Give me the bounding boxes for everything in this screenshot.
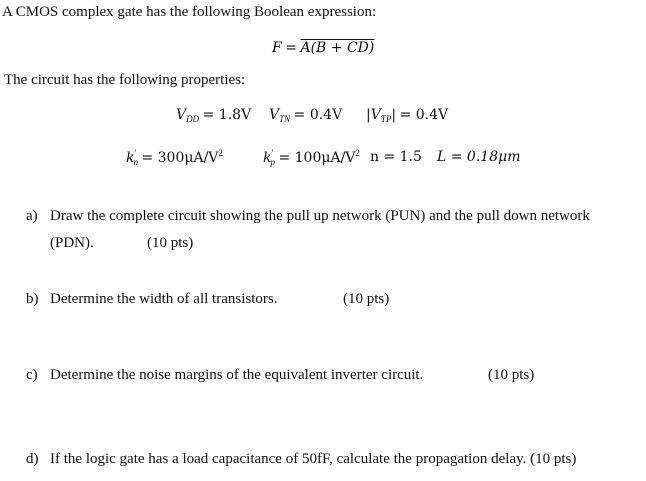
kp-symbol: k — [263, 150, 272, 166]
vtp-close: | — [391, 107, 397, 123]
circuit-properties-label: The circuit has the following properties: — [4, 72, 246, 88]
kp-prime: ′ — [271, 148, 274, 158]
param-kp — [263, 148, 360, 167]
kp-subscript: p — [270, 157, 275, 167]
question-b — [26, 291, 277, 308]
question-d — [26, 451, 576, 468]
question-b-pts: (10 pts) — [343, 291, 390, 307]
question-c — [26, 367, 423, 384]
expr-rhs: A(B + CD) — [300, 40, 375, 56]
question-a — [26, 208, 590, 225]
kn-prime: ′ — [134, 148, 137, 158]
question-a-pts: (10 pts) — [147, 235, 194, 251]
expr-lhs: F — [272, 40, 282, 56]
boolean-expression — [272, 40, 374, 57]
kp-value: = 100μA/V — [278, 150, 356, 166]
param-vtp — [366, 107, 448, 124]
vtn-symbol: V — [269, 107, 280, 123]
question-d-letter: d) — [26, 451, 39, 467]
question-b-text: Determine the width of all transistors. — [50, 291, 278, 307]
kp-superscript: 2 — [355, 148, 360, 158]
param-L — [437, 149, 520, 166]
n-value: n = 1.5 — [370, 149, 422, 165]
question-b-letter: b) — [26, 291, 39, 307]
question-a-text: Draw the complete circuit showing the pull up network (PUN) and the pull down network — [50, 208, 590, 224]
intro-text: A CMOS complex gate has the following Boolean expression: — [2, 4, 377, 20]
question-a-text2: (PDN). — [50, 235, 94, 251]
kn-value: = 300μA/V — [141, 150, 219, 166]
vdd-subscript: DD — [186, 114, 200, 124]
vtn-subscript: TN — [279, 114, 291, 124]
question-d-text: If the logic gate has a load capacitance of 50fF, calculate the propagation delay. (10 pts) — [50, 451, 577, 467]
L-value: L = 0.18μm — [437, 149, 521, 165]
param-vdd — [176, 107, 251, 124]
vtp-value: = 0.4V — [399, 107, 449, 123]
question-c-pts: (10 pts) — [488, 367, 535, 383]
param-vtn — [269, 107, 342, 124]
kn-superscript: 2 — [218, 148, 223, 158]
vdd-value: = 1.8V — [202, 107, 252, 123]
vtn-value: = 0.4V — [293, 107, 343, 123]
expr-equals: = — [285, 40, 297, 56]
kn-subscript: n — [133, 157, 138, 167]
question-a-line2 — [50, 235, 94, 252]
param-kn — [126, 148, 223, 167]
vtp-symbol: |V — [366, 107, 381, 123]
question-a-letter: a) — [26, 208, 38, 224]
question-c-text: Determine the noise margins of the equivalent inverter circuit. — [50, 367, 424, 383]
vdd-symbol: V — [176, 107, 187, 123]
vtp-subscript: TP — [380, 114, 392, 124]
kn-symbol: k — [126, 150, 135, 166]
param-n — [370, 149, 422, 166]
question-c-letter: c) — [26, 367, 38, 383]
